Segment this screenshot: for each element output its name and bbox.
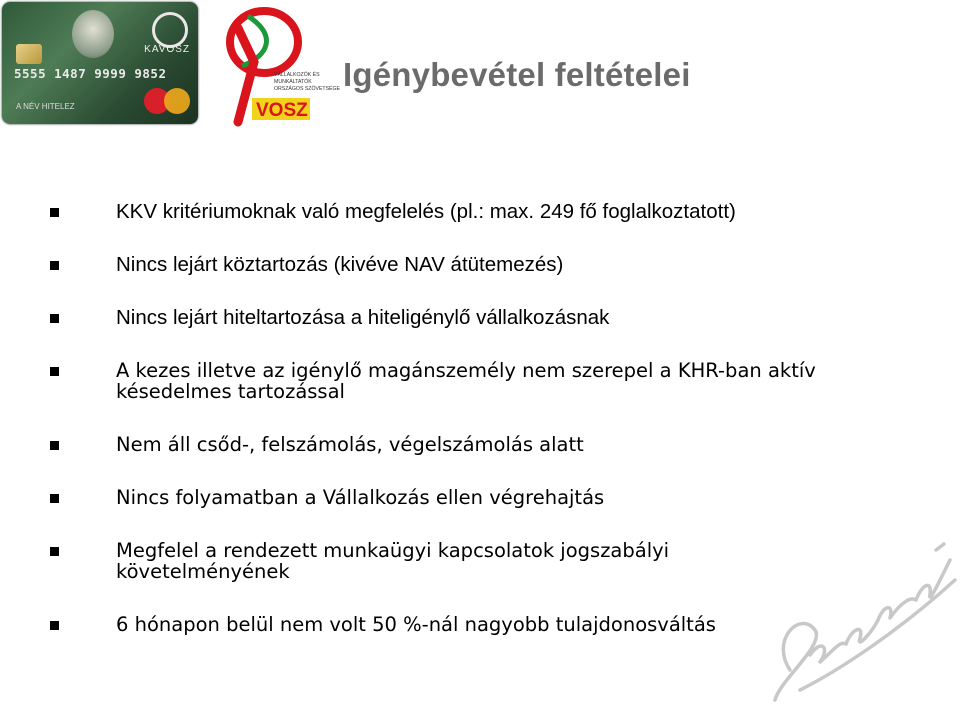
vosz-line-2: MUNKÁLTATÓK [274,79,312,85]
square-bullet-icon [50,208,59,217]
szechenyi-card-logo [2,2,198,124]
square-bullet-icon [50,547,59,556]
square-bullet-icon [50,441,59,450]
square-bullet-icon [50,621,59,630]
square-bullet-icon [50,261,59,270]
list-item-text: Nincs folyamatban a Vállalkozás ellen végrehajtás [116,486,605,509]
szechenyi-signature [760,520,960,709]
card-holder: A NÉV HITELEZ [16,102,75,111]
square-bullet-icon [50,314,59,323]
vosz-line-3: ORSZÁGOS SZÖVETSÉGE [274,86,341,92]
list-item-text-line-1: A kezes illetve az igénylő magánszemély nem szerepel a KHR-ban aktív [116,359,816,382]
card-number: 5555 1487 9999 9852 [14,66,167,81]
list-item-text: Nincs lejárt hiteltartozása a hiteligénylő vállalkozásnak [116,306,610,329]
chip-icon [16,44,42,64]
vosz-logo [208,6,341,124]
page-title: Igénybevétel feltételei [343,56,691,93]
list-item-text-line-2: késedelmes tartozással [116,380,345,403]
vosz-line-1: VÁLLALKOZÓK ÉS [274,72,320,78]
vosz-acronym: VOSZ [256,100,308,121]
portrait-image [72,10,114,58]
list-item-text-line-1: Megfelel a rendezett munkaügyi kapcsolatok jogszabályi [116,539,670,562]
square-bullet-icon [50,494,59,503]
list-item-text-line-2: követelményének [116,560,290,583]
list-item-text: KKV kritériumoknak való megfelelés (pl.: max. 249 fő foglalkoztatott) [116,200,736,223]
mastercard-orange-circle [164,88,190,114]
list-item-text: Nem áll csőd-, felszámolás, végelszámolás alatt [116,433,584,456]
mastercard-logo [144,88,192,114]
list-item-text: Nincs lejárt köztartozás (kivéve NAV átütemezés) [116,253,564,276]
kavosz-emblem-icon [152,12,188,48]
list-item-text: 6 hónapon belül nem volt 50 %-nál nagyobb tulajdonosváltás [116,613,716,636]
kavosz-brand-text: KAVOSZ [144,44,190,55]
square-bullet-icon [50,367,59,376]
